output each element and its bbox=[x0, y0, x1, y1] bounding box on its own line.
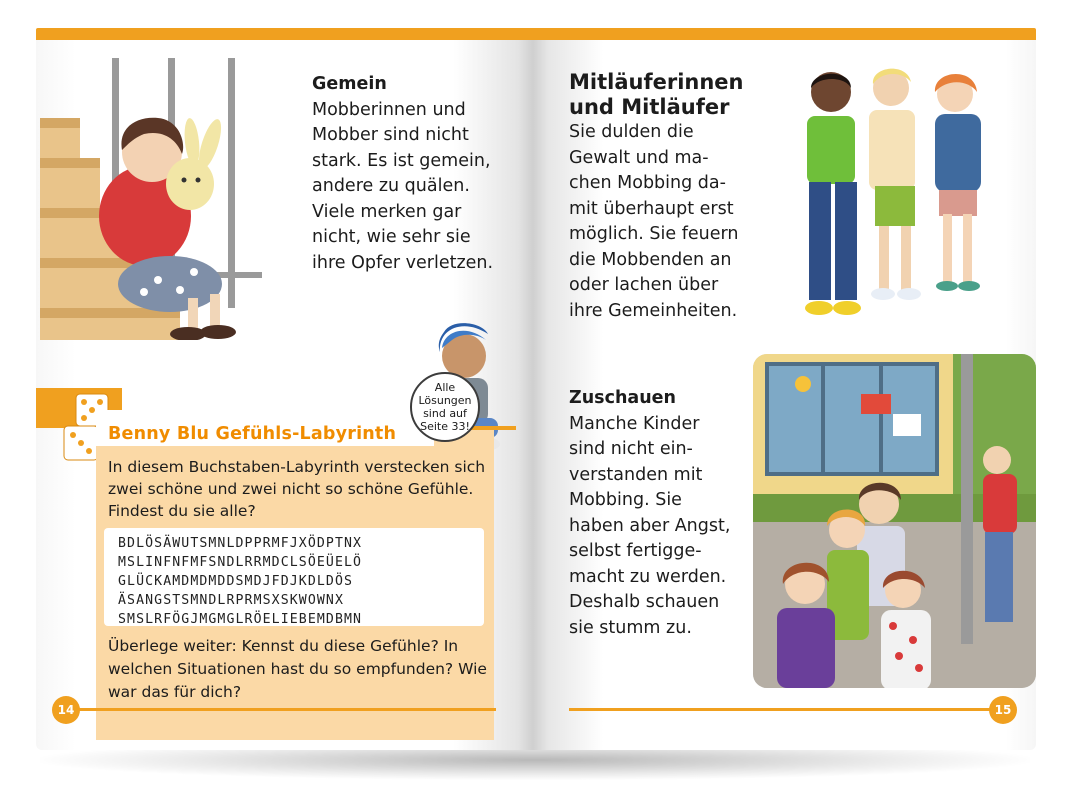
zuschauen-text: Manche Kinder sind nicht ein- verstanden mit Mobbing. Sie haben aber Angst, selbst fertigge- macht zu werden. Deshalb schauen sie stumm zu. bbox=[569, 413, 731, 638]
solutions-speech-bubble bbox=[410, 372, 480, 442]
top-bar bbox=[36, 28, 533, 40]
top-bar bbox=[533, 28, 1036, 40]
right-page bbox=[533, 28, 1036, 750]
zuschauen-section bbox=[569, 386, 730, 641]
page-number-right: 15 bbox=[989, 696, 1017, 724]
gemein-section bbox=[312, 72, 493, 276]
solutions-bubble-text: Alle Lösungen sind auf Seite 33! bbox=[418, 381, 472, 433]
page-number-left: 14 bbox=[52, 696, 80, 724]
maze-outro: Überlege weiter: Kennst du diese Gefühle? In welchen Situationen hast du so empfunden? Wie war das für dich? bbox=[108, 637, 487, 701]
grid-row: GLÜCKAMDMDMDDSMDJFDJKDLDÖS bbox=[118, 574, 354, 589]
letter-grid bbox=[104, 528, 484, 626]
grid-row: ÄSANGSTSMNDLRPRMSXSKWOWNX bbox=[118, 593, 344, 608]
girl-on-stairs-illustration bbox=[40, 58, 262, 340]
mitlaeufer-text: Sie dulden die Gewalt und ma- chen Mobbing da- mit überhaupt erst möglich. Sie feuern die Mobbenden an oder lachen über ihre Gemeinheiten. bbox=[569, 122, 739, 321]
three-children-illustration bbox=[779, 62, 1009, 326]
grid-row: MSLINFNFMFSNDLRRMDCLSÖEÜELÖ bbox=[118, 555, 363, 570]
grid-row: SMSLRFÖGJMGMGLRÖELIEBEMDBMN bbox=[118, 612, 363, 627]
zuschauen-heading: Zuschauen bbox=[569, 388, 676, 408]
bottom-line bbox=[569, 708, 999, 711]
left-page bbox=[36, 28, 533, 750]
mitlaeufer-heading: Mitläuferinnen und Mitläufer bbox=[569, 70, 744, 119]
maze-title: Benny Blu Gefühls-Labyrinth bbox=[108, 424, 397, 444]
maze-intro: In diesem Buchstaben-Labyrinth verstecken sich zwei schöne und zwei nicht so schöne Gefühle. Findest du sie alle? bbox=[108, 458, 486, 520]
grid-row: BDLÖSÄWUTSMNLDPPRMFJXÖDPTNX bbox=[118, 536, 363, 551]
gemein-text: Mobberinnen und Mobber sind nicht stark. Es ist gemein, andere zu quälen. Viele merken gar nicht, wie sehr sie ihre Opfer verletzen. bbox=[312, 99, 494, 273]
gemein-heading: Gemein bbox=[312, 74, 387, 94]
schoolyard-illustration bbox=[753, 354, 1036, 688]
mitlaeufer-section bbox=[569, 70, 743, 324]
bottom-line bbox=[66, 708, 496, 711]
